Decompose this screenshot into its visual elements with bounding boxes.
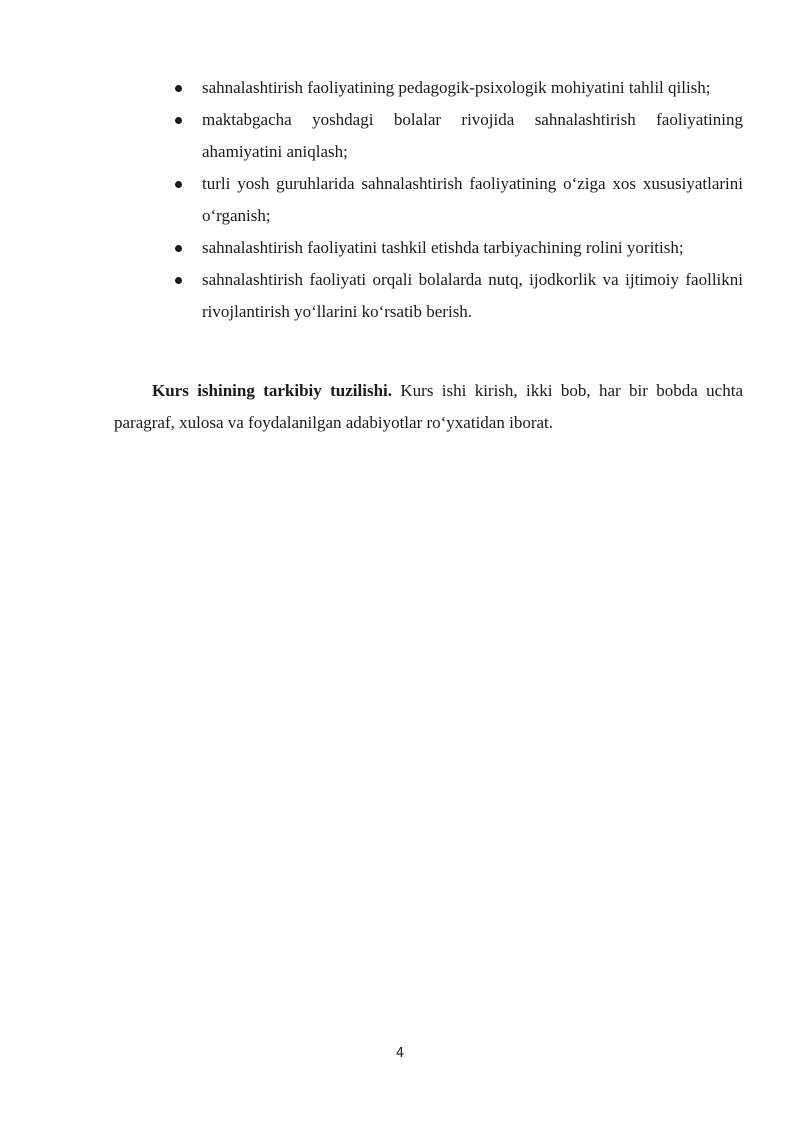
bullet-icon (175, 277, 182, 284)
objectives-list (175, 72, 743, 328)
bullet-icon (175, 85, 182, 92)
structure-heading: Kurs ishining tarkibiy tuzilishi. (152, 381, 393, 400)
list-item (175, 168, 743, 232)
structure-paragraph (114, 375, 743, 439)
list-item (175, 72, 743, 104)
list-item (175, 104, 743, 168)
list-item (175, 264, 743, 328)
bullet-icon (175, 245, 182, 252)
bullet-icon (175, 117, 182, 124)
structure-text: Kurs ishi kirish, ikki bob, har bir bobda uchta paragraf, xulosa va foydalanilgan adabiyotlar ro‘yxatidan iborat. (114, 381, 743, 432)
list-item-text: sahnalashtirish faoliyatini tashkil etishda tarbiyachining rolini yoritish; (202, 238, 684, 257)
bullet-icon (175, 181, 182, 188)
list-item-text: turli yosh guruhlarida sahnalashtirish faoliyatining o‘ziga xos xususiyatlarini o‘rganish; (202, 174, 743, 225)
list-item-text: sahnalashtirish faoliyatining pedagogik-psixologik mohiyatini tahlil qilish; (202, 78, 711, 97)
list-item-text: maktabgacha yoshdagi bolalar rivojida sahnalashtirish faoliyatining ahamiyatini aniqlash; (202, 110, 743, 161)
list-item (175, 232, 743, 264)
page-number: 4 (395, 1046, 405, 1061)
list-item-text: sahnalashtirish faoliyati orqali bolalarda nutq, ijodkorlik va ijtimoiy faollikni rivojlantirish yo‘llarini ko‘rsatib berish. (202, 270, 743, 321)
